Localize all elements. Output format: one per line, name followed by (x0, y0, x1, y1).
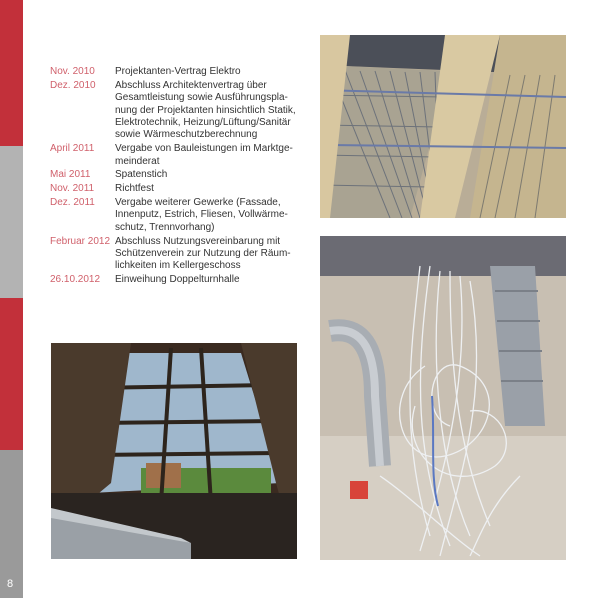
timeline-date: Nov. 2010 (50, 66, 95, 77)
sidebar-segment-red (0, 0, 23, 146)
timeline-date: Dez. 2011 (50, 197, 95, 209)
cables-photo-illustration (320, 236, 566, 560)
timeline-text: Vergabe von Bauleistungen im Marktge-meinderat (115, 143, 293, 167)
timeline-entry (50, 169, 305, 181)
timeline-entry (50, 274, 305, 286)
photo-skylight (51, 343, 297, 559)
timeline-text: Projektanten-Vertrag Elektro (115, 66, 241, 77)
timeline-list (50, 66, 305, 288)
timeline-text: Spatenstich (115, 169, 168, 181)
timeline-text: Vergabe weiterer Gewerke (Fassade, Innenputz, Estrich, Fliesen, Vollwärme-schutz, Trennvorhang) (115, 197, 288, 233)
photo-ceiling-grating (320, 35, 566, 218)
timeline-entry (50, 80, 305, 142)
sidebar-segment-grey (0, 450, 23, 598)
timeline-date: Nov. 2011 (50, 183, 95, 195)
skylight-photo-illustration (51, 343, 297, 559)
page-number: 8 (7, 578, 14, 590)
timeline-date: 26.10.2012 (50, 274, 101, 286)
timeline-date: April 2011 (50, 143, 95, 155)
timeline-entry (50, 143, 305, 168)
timeline-text: Richtfest (115, 183, 154, 195)
sidebar-segment-red (0, 298, 23, 450)
page-sidebar-stripe (0, 0, 23, 598)
timeline-text: Abschluss Architektenvertrag über Gesamtleistung sowie Ausführungspla-nung der Projektanten hinsichtlich Statik, Elektrotechnik, Heizung/Lüftung/Sanitär sowie Wärmeschutzberechnung (115, 79, 296, 141)
timeline-text: Abschluss Nutzungsvereinbarung mit Schützenverein zur Nutzung der Räum-lichkeiten im Kellergeschoss (115, 235, 291, 272)
timeline-entry (50, 183, 305, 195)
timeline-date: Februar 2012 (50, 235, 111, 247)
photo-cable-bundle (320, 236, 566, 560)
timeline-entry (50, 236, 305, 273)
ceiling-photo-illustration (320, 35, 566, 218)
timeline-text: Einweihung Doppelturnhalle (115, 274, 240, 286)
timeline-date: Mai 2011 (50, 169, 91, 181)
sidebar-segment-grey (0, 146, 23, 298)
timeline-date: Dez. 2010 (50, 79, 96, 91)
timeline-entry (50, 197, 305, 234)
timeline-entry (50, 66, 305, 78)
